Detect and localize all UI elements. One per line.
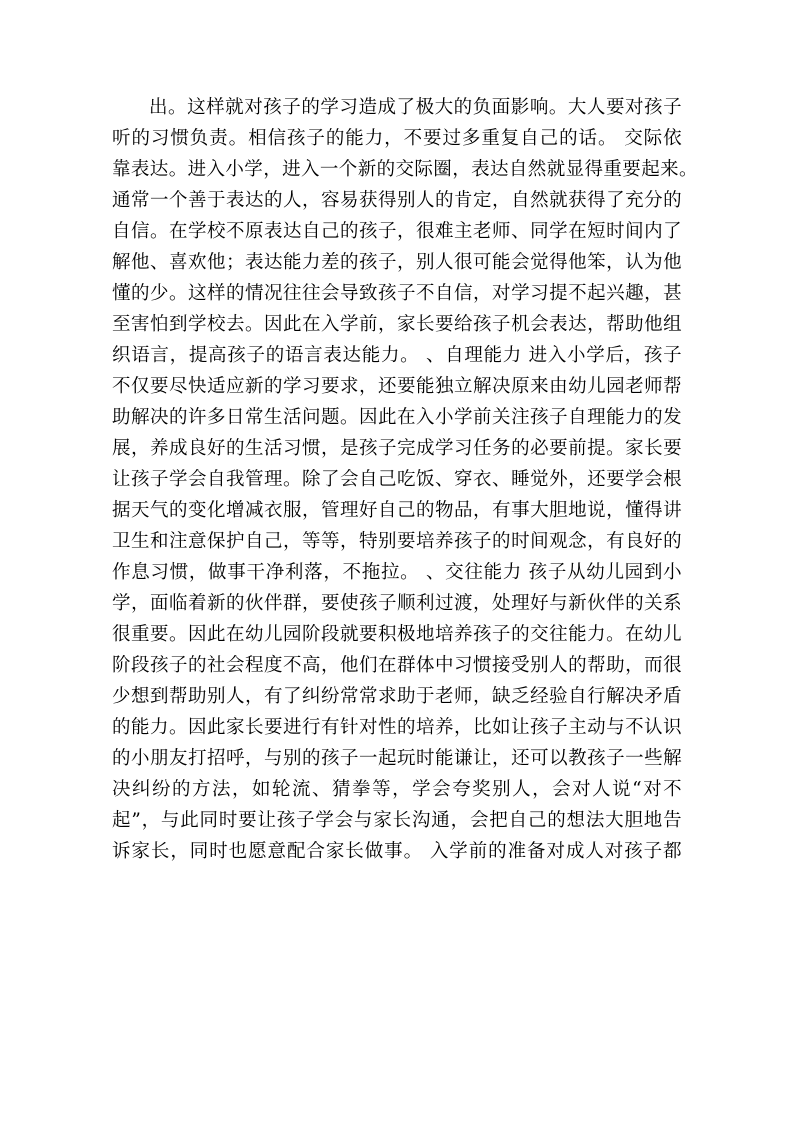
text-line: 卫生和注意保护自己，等等，特别要培养孩子的时间观念，有良好的	[112, 531, 682, 552]
text-line: 听的习惯负责。相信孩子的能力，不要过多重复自己的话。 交际依	[112, 128, 682, 149]
text-line: 的小朋友打招呼，与别的孩子一起玩时能谦让，还可以教孩子一些解	[112, 748, 682, 769]
text-line: 通常一个善于表达的人，容易获得别人的肯定，自然就获得了充分的	[112, 190, 682, 211]
text-line: 作息习惯，做事干净利落，不拖拉。 、交往能力 孩子从幼儿园到小	[112, 562, 682, 583]
text-line: 阶段孩子的社会程度不高，他们在群体中习惯接受别人的帮助，而很	[112, 655, 682, 676]
text-line: 出。这样就对孩子的学习造成了极大的负面影响。大人要对孩子	[149, 97, 682, 118]
text-line: 的能力。因此家长要进行有针对性的培养，比如让孩子主动与不认识	[112, 717, 682, 738]
text-line: 决纠纷的方法，如轮流、猜拳等，学会夸奖别人，会对人说“对不	[112, 779, 682, 800]
text-line: 据天气的变化增减衣服，管理好自己的物品，有事大胆地说，懂得讲	[112, 500, 682, 521]
text-line: 织语言，提高孩子的语言表达能力。 、自理能力 进入小学后，孩子	[112, 345, 682, 366]
text-line: 不仅要尽快适应新的学习要求，还要能独立解决原来由幼儿园老师帮	[112, 376, 682, 397]
text-line: 让孩子学会自我管理。除了会自己吃饭、穿衣、睡觉外，还要学会根	[112, 469, 682, 490]
text-line: 起”，与此同时要让孩子学会与家长沟通，会把自己的想法大胆地告	[112, 810, 682, 831]
text-line: 懂的少。这样的情况往往会导致孩子不自信，对学习提不起兴趣，甚	[112, 283, 682, 304]
text-line: 展，养成良好的生活习惯，是孩子完成学习任务的必要前提。家长要	[112, 438, 682, 459]
text-line: 少想到帮助别人，有了纠纷常常求助于老师，缺乏经验自行解决矛盾	[112, 686, 682, 707]
text-line: 助解决的许多日常生活问题。因此在入小学前关注孩子自理能力的发	[112, 407, 682, 428]
text-line: 自信。在学校不原表达自己的孩子，很难主老师、同学在短时间内了	[112, 221, 682, 242]
text-line: 诉家长，同时也愿意配合家长做事。 入学前的准备对成人对孩子都	[112, 841, 682, 862]
body-paragraph	[112, 92, 698, 867]
text-line: 学，面临着新的伙伴群，要使孩子顺利过渡，处理好与新伙伴的关系	[112, 593, 682, 614]
text-line: 很重要。因此在幼儿园阶段就要积极地培养孩子的交往能力。在幼儿	[112, 624, 682, 645]
text-line: 解他、喜欢他；表达能力差的孩子，别人很可能会觉得他笨，认为他	[112, 252, 682, 273]
text-line: 靠表达。进入小学，进入一个新的交际圈，表达自然就显得重要起来。	[112, 159, 698, 180]
text-line: 至害怕到学校去。因此在入学前，家长要给孩子机会表达，帮助他组	[112, 314, 682, 335]
